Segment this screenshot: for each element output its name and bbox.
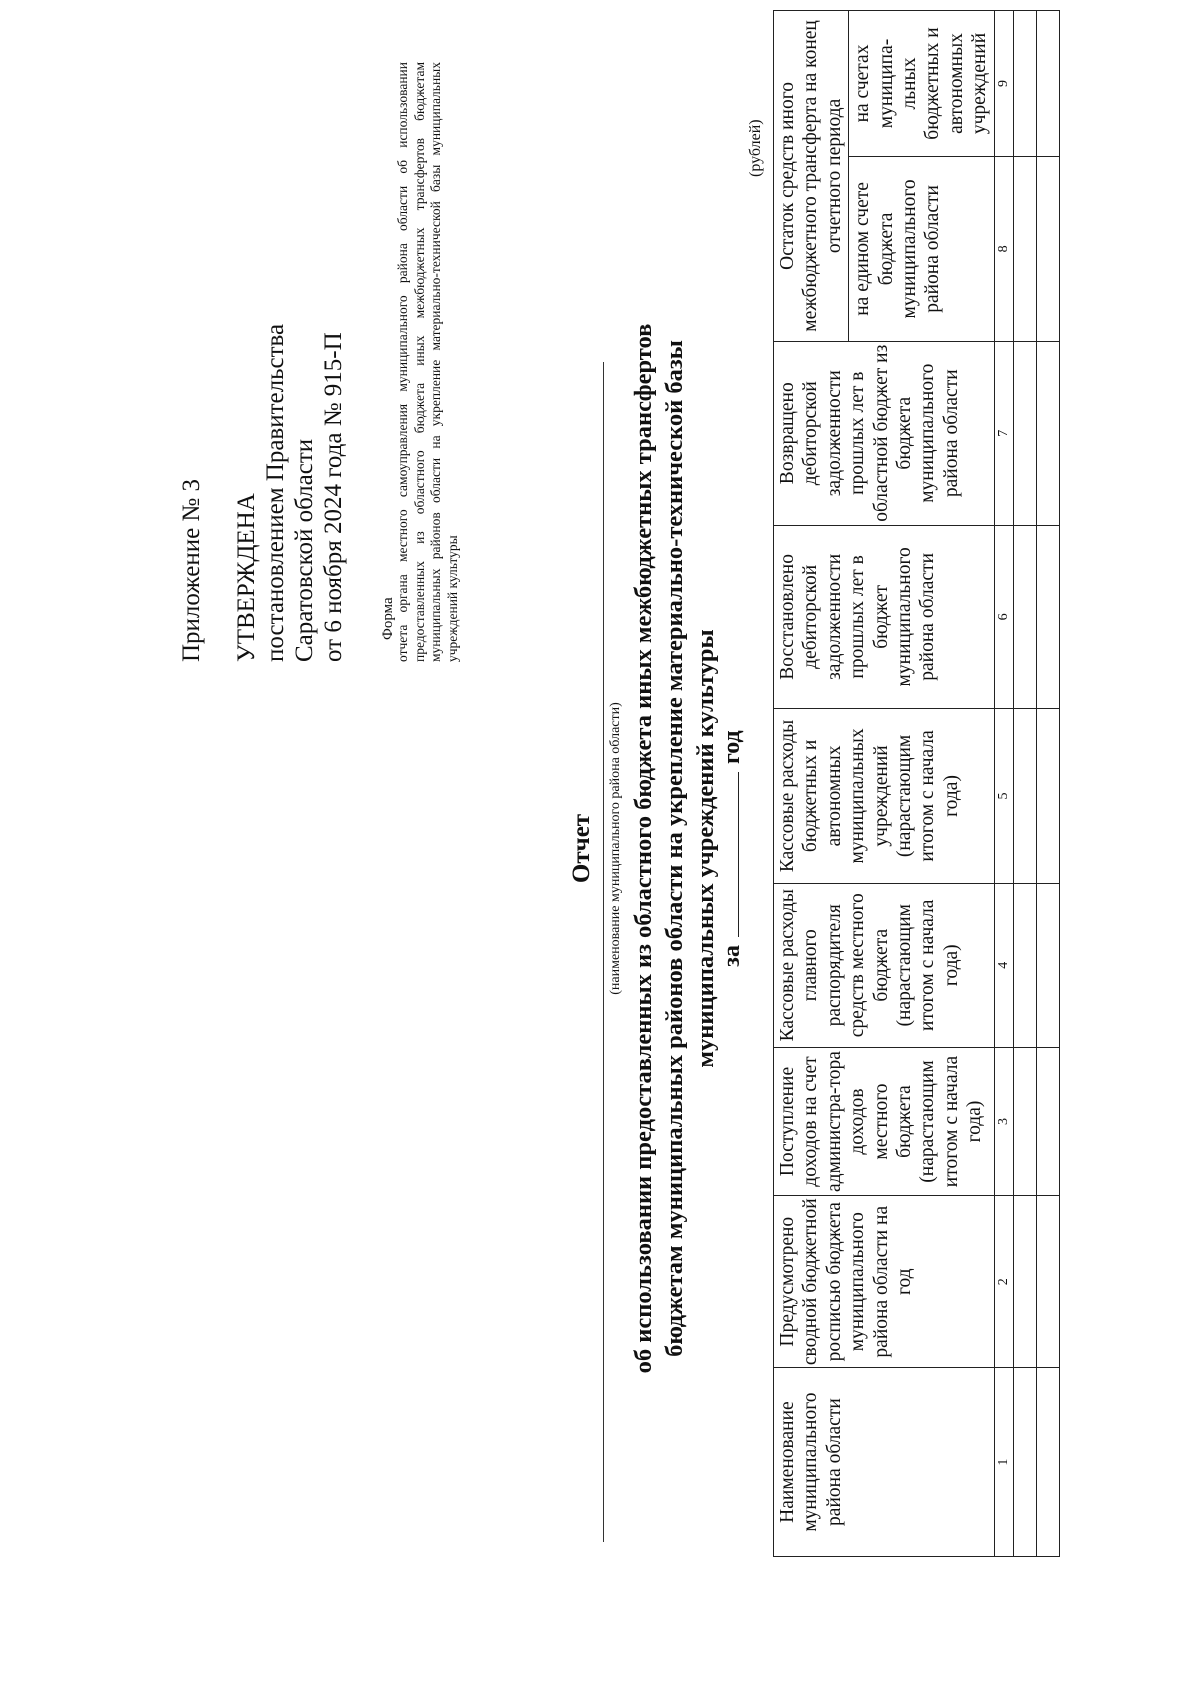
header-cell: Кассовые расходы бюджетных и автономных муниципальных учреждений (нарастающим итогом с начала года) xyxy=(774,709,995,884)
form-description: отчета органа местного самоуправления муниципального района области об использовании предоставленных из областного бюджета иных межбюджетных трансфертов бюджетам муниципальных районов области на укрепление материально-технической базы муниципальных учреждений культуры xyxy=(395,62,460,662)
column-number: 9 xyxy=(994,11,1013,157)
data-cell xyxy=(1013,883,1036,1047)
data-row xyxy=(1013,11,1036,1557)
approval-line: Саратовской области xyxy=(291,438,318,662)
group-header-cell: Остаток средств иного межбюджетного трансферта на конец отчетного периода xyxy=(774,11,849,342)
data-cell xyxy=(1036,1196,1059,1368)
column-number: 4 xyxy=(994,883,1013,1047)
column-number: 2 xyxy=(994,1196,1013,1368)
report-period xyxy=(718,0,746,1697)
header-cell: Восстановлено дебиторской задолженности прошлых лет в бюджет муниципального района области xyxy=(774,525,995,709)
municipality-name-line xyxy=(603,362,604,1542)
heading-line: об использовании предоставленных из областного бюджета иных межбюджетных трансфертов xyxy=(630,323,657,1374)
data-cell xyxy=(1036,1368,1059,1557)
data-row xyxy=(1036,11,1059,1557)
report-title: Отчет xyxy=(568,813,595,884)
form-title: Форма xyxy=(380,597,396,640)
header-row xyxy=(774,11,849,1557)
data-cell xyxy=(1036,156,1059,341)
data-cell xyxy=(1013,341,1036,525)
data-cell xyxy=(1036,1047,1059,1195)
period-suffix: год xyxy=(719,730,745,765)
data-cell xyxy=(1013,1196,1036,1368)
data-cell xyxy=(1013,709,1036,884)
report-heading xyxy=(628,0,721,1697)
data-cell xyxy=(1036,341,1059,525)
heading-line: бюджетам муниципальных районов области на укрепление материально-технической базы xyxy=(661,340,688,1357)
period-year-blank xyxy=(718,772,739,937)
approval-line: УТВЕРЖДЕНА xyxy=(233,493,260,662)
column-number-row xyxy=(994,11,1013,1557)
municipality-caption: (наименование муниципального района области) xyxy=(608,702,623,995)
appendix-label: Приложение № 3 xyxy=(178,478,205,662)
column-number: 1 xyxy=(994,1368,1013,1557)
report-table xyxy=(773,10,1060,1557)
column-number: 6 xyxy=(994,525,1013,709)
header-cell: Предусмотрено сводной бюджетной росписью бюджета муниципального района области на год xyxy=(774,1196,995,1368)
data-cell xyxy=(1036,11,1059,157)
data-cell xyxy=(1036,883,1059,1047)
approval-block xyxy=(232,324,348,662)
data-cell xyxy=(1013,525,1036,709)
data-cell xyxy=(1036,709,1059,884)
heading-line: муниципальных учреждений культуры xyxy=(692,629,719,1068)
column-number: 3 xyxy=(994,1047,1013,1195)
subheader-cell: на счетах муниципа-льных бюджетных и автономных учреждений xyxy=(849,11,994,157)
column-number: 5 xyxy=(994,709,1013,884)
units-label: (рублей) xyxy=(747,119,764,177)
header-cell: Поступление доходов на счет администра-тора доходов местного бюджета (нарастающим итогом с начала года) xyxy=(774,1047,995,1195)
column-number: 8 xyxy=(994,156,1013,341)
period-prefix: за xyxy=(719,945,745,967)
approval-line: от 6 ноября 2024 года № 915-П xyxy=(320,332,347,662)
data-cell xyxy=(1013,11,1036,157)
data-cell xyxy=(1036,525,1059,709)
data-cell xyxy=(1013,156,1036,341)
subheader-cell: на едином счете бюджета муниципального района области xyxy=(849,156,994,341)
header-cell: Кассовые расходы главного распорядителя средств местного бюджета (нарастающим итогом с начала года) xyxy=(774,883,995,1047)
column-number: 7 xyxy=(994,341,1013,525)
approval-line: постановлением Правительства xyxy=(262,323,289,662)
data-cell xyxy=(1013,1368,1036,1557)
data-cell xyxy=(1013,1047,1036,1195)
header-cell: Наименование муниципального района области xyxy=(774,1368,995,1557)
header-cell: Возвращено дебиторской задолженности прошлых лет в областной бюджет из бюджета муниципального района области xyxy=(774,341,995,525)
